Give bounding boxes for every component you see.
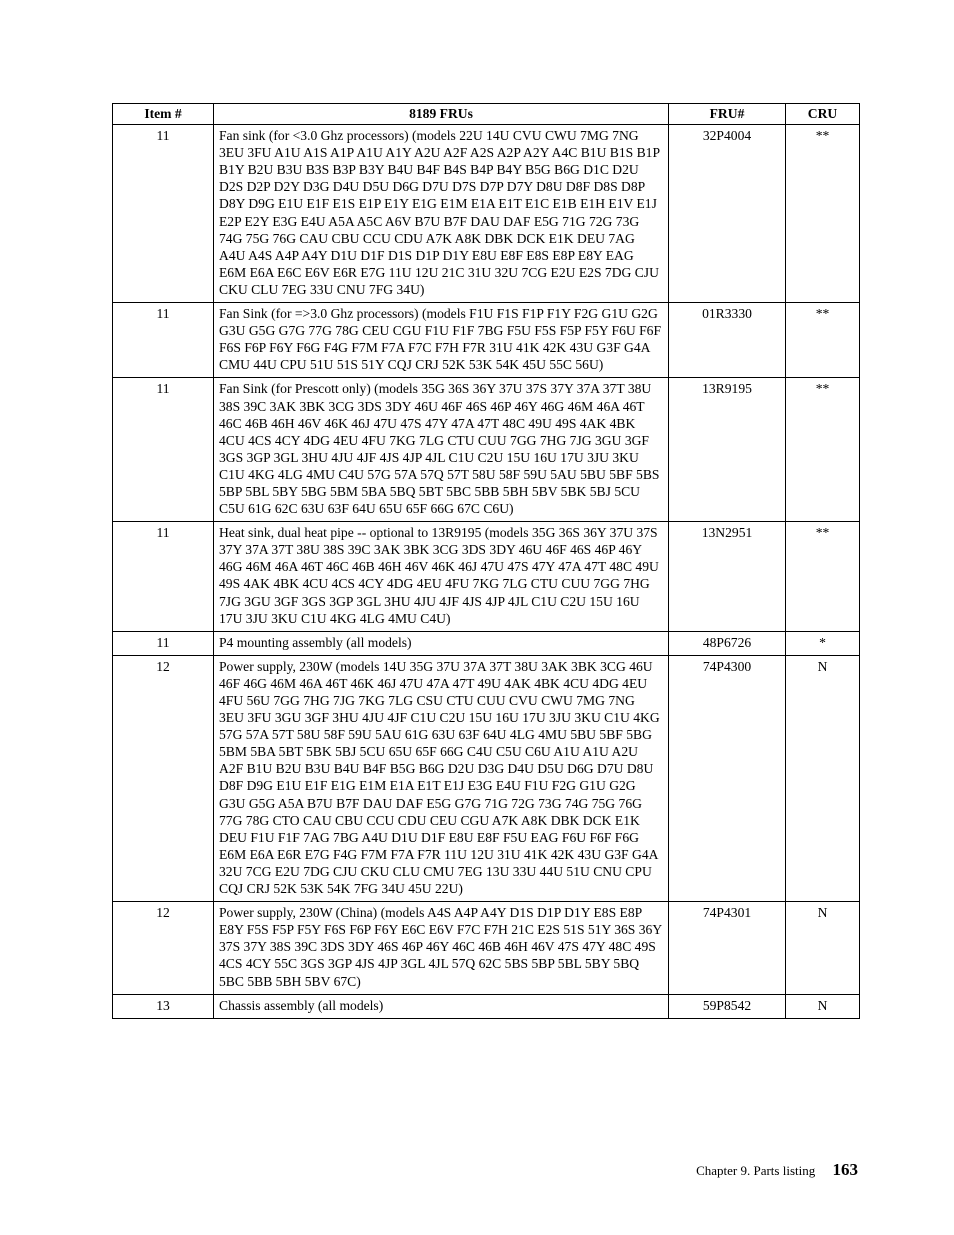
cru-code: N: [786, 994, 860, 1018]
part-description: Fan Sink (for =>3.0 Ghz processors) (models F1U F1S F1P F1Y F2G G1U G2G G3U G5G G7G 77G 78G CEU CGU F1U F1F 7BG F5U F5S F5P F5Y F6U F6F F6S F6P F6Y F6G F4G F7M F7A F7C F7H F7R 31U 41K 42K 43U G3F G4A CMU 44U CPU 51U 51S 51Y CQJ CRJ 52K 53K 54K 45U 55C 56U): [214, 303, 669, 378]
fru-number: 01R3330: [669, 303, 786, 378]
table-row: [113, 125, 860, 303]
part-description: Chassis assembly (all models): [214, 994, 669, 1018]
fru-number: 32P4004: [669, 125, 786, 303]
cru-code: **: [786, 125, 860, 303]
table-row: [113, 631, 860, 655]
fru-number: 59P8542: [669, 994, 786, 1018]
part-description: Fan sink (for <3.0 Ghz processors) (models 22U 14U CVU CWU 7MG 7NG 3EU 3FU A1U A1S A1P A1U A1Y A2U A2F A2S A2P A2Y A4C B1U B1S B1P B1Y B2U B3U B3S B3P B3Y B4U B4F B4S B4P B4Y B5G B6G D1C D2U D2S D2P D2Y D3G D4U D5U D6G D7U D7S D7P D7Y D8U D8F D8S D8P D8Y D9G E1U E1F E1S E1P E1Y E1G E1M E1A E1T E1C E1B E1H E1V E1J E2P E2Y E3G E4U A5A A5C A6V B7U B7F DAU DAF E5G 71G 72G 73G 74G 75G 76G CAU CBU CCU CDU A7K A8K DBK DCK E1K DEU 7AG A4U A4S A4P A4Y D1U D1F D1S D1P D1Y E8U E8F E8S E8P E8Y EAG E6M E6A E6C E6V E6R E7G 11U 12U 21C 31U 32U 7CG E2U E2S 7DG CJU CKU CLU 7EG 33U CNU 7FG 34U): [214, 125, 669, 303]
table-row: [113, 378, 860, 522]
part-description: P4 mounting assembly (all models): [214, 631, 669, 655]
part-description: Power supply, 230W (models 14U 35G 37U 37A 37T 38U 3AK 3BK 3CG 46U 46F 46G 46M 46A 46T 46K 46J 47U 47A 47T 49U 4AK 4BK 4CU 4DG 4EU 4FU 56U 7GG 7HG 7JG 7KG 7LG CSU CTU CUU CVU CWU 7MG 7NG 3EU 3FU 3GU 3GF 3HU 4JU 4JF C1U C2U 15U 16U 17U 3JU 3KU C1U 4KG 57G 57A 57T 58U 58F 59U 5AU 61G 63U 63F 64U 4LG 4MU 5BU 5BF 5BG 5BM 5BA 5BT 5BK 5BJ 5CU 65U 65F 66G C4U C5U C6U A1U A1U A2U A2F B1U B2U B3U B4U B4F B5G B6G D2U D3G D4U D5U D6G D7U D8U D8F D9G E1U E1F E1G E1M E1A E1T E1J E3G E4U F1U F2G G1U G2G G3U G5G A5A B7U B7F DAU DAF E5G G7G 71G 72G 73G 74G 75G 76G 77G 78G CTO CAU CBU CCU CDU CEU CGU A7K A8K DBK DCK E1K DEU F1U F1F 7AG 7BG A4U D1U D1F E8U E8F F5U EAG F6U F6F F6G E6M E6A E6R E7G F4G F7M F7A F7R 11U 12U 31U 41K 42K 43U G3F G4A 32U 7CG E2U 7DG CJU CKU CLU CMU 7EG 13U 33U 44U 51U CNU CPU CQJ CRJ 52K 53K 54K 7FG 34U 45U 22U): [214, 655, 669, 901]
table-row: [113, 522, 860, 632]
part-description: Power supply, 230W (China) (models A4S A4P A4Y D1S D1P D1Y E8S E8P E8Y F5S F5P F5Y F6S F6P F6Y E6C E6V F7C F7H 21C E2S 51S 51Y 36S 36Y 37S 37Y 38S 39C 3DS 3DY 46S 46P 46Y 46C 46B 46H 46V 47S 47Y 48C 49S 4CS 4CY 55C 3GS 3GP 4JS 4JP 3GL 4JL 57Q 62C 5BS 5BP 5BL 5BY 5BQ 5BC 5BB 5BH 5BV 67C): [214, 902, 669, 994]
table-row: [113, 655, 860, 901]
page-number: 163: [832, 1160, 858, 1179]
header-item: Item #: [113, 104, 214, 125]
parts-table: [112, 103, 860, 1019]
header-frus: 8189 FRUs: [214, 104, 669, 125]
item-number: 12: [113, 902, 214, 994]
header-fru-number: FRU#: [669, 104, 786, 125]
part-description: Heat sink, dual heat pipe -- optional to 13R9195 (models 35G 36S 36Y 37U 37S 37Y 37A 37T 38U 38S 39C 3AK 3BK 3CG 3DS 3DY 46U 46F 46S 46P 46Y 46G 46M 46A 46T 46C 46B 46H 46V 46K 46J 47U 47S 47Y 47A 47T 48C 49U 49S 4AK 4BK 4CU 4CS 4CY 4DG 4EU 4FU 7KG 7LG CTU CUU 7GG 7HG 7JG 3GU 3GF 3GS 3GP 3GL 3HU 4JU 4JF 4JS 4JP 4JL C1U C2U 15U 16U 17U 3JU 3KU C1U 4KG 4LG 4MU C4U): [214, 522, 669, 632]
fru-number: 13N2951: [669, 522, 786, 632]
item-number: 13: [113, 994, 214, 1018]
fru-number: 74P4301: [669, 902, 786, 994]
item-number: 11: [113, 125, 214, 303]
item-number: 11: [113, 522, 214, 632]
fru-number: 74P4300: [669, 655, 786, 901]
table-row: [113, 994, 860, 1018]
item-number: 11: [113, 378, 214, 522]
table-row: [113, 902, 860, 994]
cru-code: *: [786, 631, 860, 655]
cru-code: N: [786, 902, 860, 994]
cru-code: **: [786, 378, 860, 522]
item-number: 12: [113, 655, 214, 901]
fru-number: 13R9195: [669, 378, 786, 522]
cru-code: **: [786, 303, 860, 378]
table-row: [113, 303, 860, 378]
header-cru: CRU: [786, 104, 860, 125]
item-number: 11: [113, 303, 214, 378]
item-number: 11: [113, 631, 214, 655]
cru-code: N: [786, 655, 860, 901]
page-footer: [696, 1160, 858, 1180]
header-row: [113, 104, 860, 125]
chapter-title: Chapter 9. Parts listing: [696, 1163, 816, 1178]
fru-number: 48P6726: [669, 631, 786, 655]
cru-code: **: [786, 522, 860, 632]
part-description: Fan Sink (for Prescott only) (models 35G 36S 36Y 37U 37S 37Y 37A 37T 38U 38S 39C 3AK 3BK 3CG 3DS 3DY 46U 46F 46S 46P 46Y 46G 46M 46A 46T 46C 46B 46H 46V 46K 46J 47U 47S 47Y 47A 47T 48C 49U 49S 4AK 4BK 4CU 4CS 4CY 4DG 4EU 4FU 7KG 7LG CTU CUU 7GG 7HG 7JG 3GU 3GF 3GS 3GP 3GL 3HU 4JU 4JF 4JS 4JP 4JL C1U C2U 15U 16U 17U 3JU 3KU C1U 4KG 4LG 4MU C4U 57G 57A 57Q 57T 58U 58F 59U 5AU 5BU 5BF 5BS 5BP 5BL 5BY 5BG 5BM 5BA 5BQ 5BT 5BC 5BB 5BH 5BV 5BK 5BJ 5CU C5U 61G 62C 63U 63F 64U 65U 65F 66G 67C C6U): [214, 378, 669, 522]
